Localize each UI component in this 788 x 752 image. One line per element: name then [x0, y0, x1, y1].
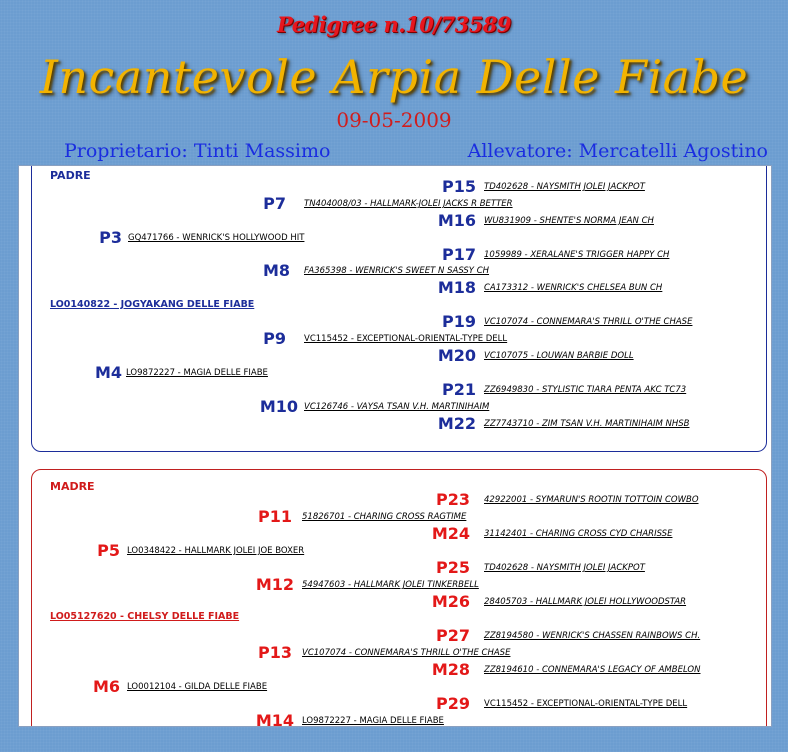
pedigree-link-p19[interactable]: VC107074 - CONNEMARA'S THRILL O'THE CHASE — [484, 317, 693, 327]
pedigree-code-m22: M22 — [437, 414, 476, 433]
pedigree-code-m10: M10 — [259, 397, 298, 416]
pedigree-link-p5[interactable]: LO0348422 - HALLMARK JOLEI JOE BOXER — [127, 546, 305, 556]
pedigree-link-m26[interactable]: 28405703 - HALLMARK JOLEI HOLLYWOODSTAR — [484, 597, 687, 607]
pedigree-code-m12: M12 — [255, 575, 294, 594]
pedigree-code-m18: M18 — [437, 278, 476, 297]
pedigree-content[interactable] — [18, 165, 772, 727]
pedigree-link-m12[interactable]: 54947603 - HALLMARK JOLEI TINKERBELL — [302, 580, 479, 590]
pedigree-code-p19: P19 — [442, 312, 476, 331]
pedigree-code-p27: P27 — [436, 626, 470, 645]
pedigree-code-p9: P9 — [263, 329, 286, 348]
pedigree-link-p7[interactable]: TN404008/03 - HALLMARK-JOLEI JACKS R BETTER — [304, 199, 513, 209]
pedigree-link-p11[interactable]: 51826701 - CHARING CROSS RAGTIME — [302, 512, 467, 522]
pedigree-link-p15[interactable]: TD402628 - NAYSMITH JOLEI JACKPOT — [484, 182, 645, 192]
pedigree-link-m28[interactable]: ZZ8194610 - CONNEMARA'S LEGACY OF AMBELON — [484, 665, 701, 675]
pedigree-link-p3[interactable]: GQ471766 - WENRICK'S HOLLYWOOD HIT — [128, 233, 305, 243]
pedigree-code-p7: P7 — [263, 194, 286, 213]
owner-label: Proprietario: Tinti Massimo — [64, 140, 331, 162]
padre-root-link[interactable]: LO0140822 - JOGYAKANG DELLE FIABE — [50, 299, 255, 310]
pedigree-code-m20: M20 — [437, 346, 476, 365]
pedigree-link-m18[interactable]: CA173312 - WENRICK'S CHELSEA BUN CH — [484, 283, 663, 293]
pedigree-link-m6[interactable]: LO0012104 - GILDA DELLE FIABE — [127, 682, 268, 692]
pedigree-link-p9[interactable]: VC115452 - EXCEPTIONAL-ORIENTAL-TYPE DELL — [304, 334, 508, 344]
padre-panel — [31, 165, 767, 452]
pedigree-link-p23[interactable]: 42922001 - SYMARUN'S ROOTIN TOTTOIN COWBO — [484, 495, 699, 505]
pedigree-code-m6: M6 — [92, 677, 120, 696]
pedigree-link-m20[interactable]: VC107075 - LOUWAN BARBIE DOLL — [484, 351, 634, 361]
pedigree-link-m14[interactable]: LO9872227 - MAGIA DELLE FIABE — [302, 716, 444, 726]
madre-root-link[interactable]: LO05127620 - CHELSY DELLE FIABE — [50, 611, 240, 622]
pedigree-code-p17: P17 — [442, 245, 476, 264]
pedigree-link-p25[interactable]: TD402628 - NAYSMITH JOLEI JACKPOT — [484, 563, 645, 573]
pedigree-code-p15: P15 — [442, 177, 476, 196]
padre-title: PADRE — [50, 169, 91, 182]
pedigree-code-p3: P3 — [99, 228, 122, 247]
birth-date: 09-05-2009 — [336, 108, 452, 132]
pedigree-code-p23: P23 — [436, 490, 470, 509]
pedigree-link-p29[interactable]: VC115452 - EXCEPTIONAL-ORIENTAL-TYPE DELL — [484, 699, 688, 709]
breeder-label: Allevatore: Mercatelli Agostino — [467, 140, 768, 162]
pedigree-link-m22[interactable]: ZZ7743710 - ZIM TSAN V.H. MARTINIHAIM NHSB — [484, 419, 690, 429]
pedigree-code-m14: M14 — [255, 711, 294, 727]
pedigree-link-m8[interactable]: FA365398 - WENRICK'S SWEET N SASSY CH — [304, 266, 490, 276]
pedigree-code-m4: M4 — [94, 363, 122, 382]
madre-title: MADRE — [50, 480, 95, 493]
pedigree-code-p29: P29 — [436, 694, 470, 713]
pedigree-code-m28: M28 — [431, 660, 470, 679]
pedigree-link-m10[interactable]: VC126746 - VAYSA TSAN V.H. MARTINIHAIM — [304, 402, 490, 412]
madre-panel — [31, 469, 767, 727]
pedigree-code-p21: P21 — [442, 380, 476, 399]
pedigree-link-m4[interactable]: LO9872227 - MAGIA DELLE FIABE — [126, 368, 268, 378]
pedigree-link-p13[interactable]: VC107074 - CONNEMARA'S THRILL O'THE CHASE — [302, 648, 511, 658]
dog-name-title: Incantevole Arpia Delle Fiabe — [39, 50, 749, 104]
pedigree-code-p11: P11 — [258, 507, 292, 526]
pedigree-number: Pedigree n.10/73589 — [276, 12, 512, 37]
pedigree-code-m24: M24 — [431, 524, 470, 543]
pedigree-code-m8: M8 — [262, 261, 290, 280]
pedigree-link-m24[interactable]: 31142401 - CHARING CROSS CYD CHARISSE — [484, 529, 673, 539]
pedigree-link-p17[interactable]: 1059989 - XERALANE'S TRIGGER HAPPY CH — [484, 250, 670, 260]
pedigree-code-p25: P25 — [436, 558, 470, 577]
pedigree-link-p21[interactable]: ZZ6949830 - STYLISTIC TIARA PENTA AKC TC73 — [484, 385, 687, 395]
pedigree-code-m26: M26 — [431, 592, 470, 611]
pedigree-link-p27[interactable]: ZZ8194580 - WENRICK'S CHASSEN RAINBOWS CH. — [484, 631, 701, 641]
pedigree-link-m16[interactable]: WU831909 - SHENTE'S NORMA JEAN CH — [484, 216, 654, 226]
pedigree-code-m16: M16 — [437, 211, 476, 230]
pedigree-code-p13: P13 — [258, 643, 292, 662]
pedigree-code-p5: P5 — [97, 541, 120, 560]
